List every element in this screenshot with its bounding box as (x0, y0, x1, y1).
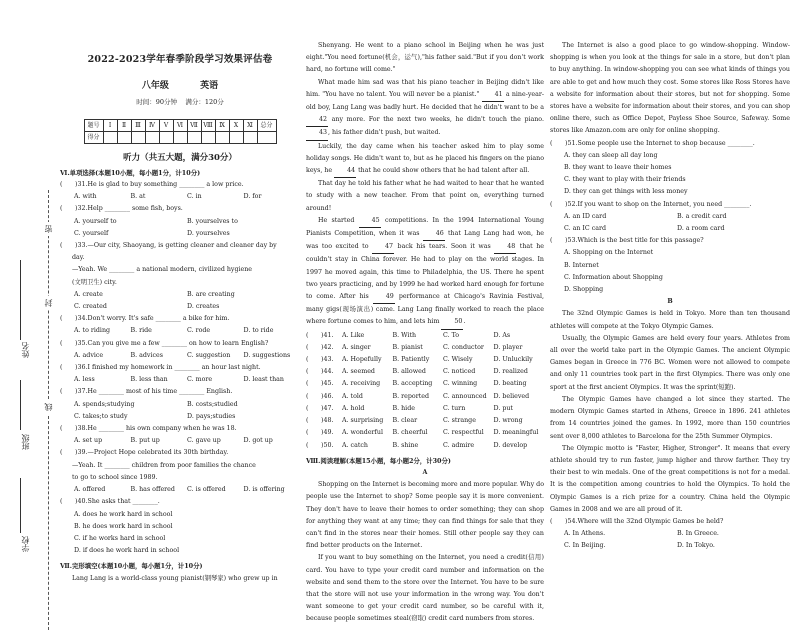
question-number[interactable]: ( )40. (60, 498, 88, 506)
option[interactable]: A. with (74, 193, 97, 201)
option[interactable]: C. they want to play with their friends (564, 176, 686, 184)
question-stem: Which is the best title for this passage? (577, 237, 704, 245)
option[interactable]: C. strange (443, 417, 476, 425)
option[interactable]: B. In Greece. (677, 530, 719, 538)
score-cell[interactable] (159, 131, 173, 143)
option[interactable]: B. a credit card (677, 212, 727, 220)
time-score-row (60, 96, 300, 108)
options-row (60, 301, 300, 313)
exam-title: 2022-2023学年春季阶段学习效果评估卷 (87, 54, 273, 65)
score-col: Ⅶ (187, 119, 201, 131)
option[interactable]: C. gave up (187, 437, 221, 445)
binding-mark-seal: 密 (43, 222, 54, 236)
question-line (60, 240, 300, 252)
options-row (60, 484, 300, 496)
score-table-score-row (84, 131, 276, 143)
option[interactable]: C. winning (443, 380, 478, 388)
question-number[interactable]: ( )49. (306, 429, 334, 437)
option[interactable]: B. Patiently (392, 356, 430, 364)
options-row (550, 223, 790, 235)
question-number[interactable]: ( )38. (60, 425, 88, 433)
option[interactable]: A. seemed (342, 368, 375, 376)
question-number[interactable]: ( )51. (550, 139, 578, 147)
options-row (60, 374, 300, 386)
option[interactable]: B. at (130, 193, 146, 201)
option[interactable]: A. catch (342, 441, 368, 449)
class-label: 班级 (21, 434, 30, 450)
option[interactable]: D. least than (243, 376, 284, 384)
options-row (60, 228, 300, 240)
cloze-option-row-47 (306, 403, 544, 415)
option[interactable]: A. create (74, 290, 103, 298)
question-stem-continued: to go to school since 1989. (72, 473, 158, 481)
options-row (60, 289, 300, 301)
option[interactable]: B. are creating (187, 290, 235, 298)
reading-questions-a (550, 138, 790, 297)
options-row (60, 325, 300, 337)
passage-a-paragraph-1: Shopping on the Internet is becoming more and more popular. Why do people use the Internet to shop? Some people say it is more convenient. They don't have to leave their homes to order something; they can shop for anything they want at any time; they can find things for sale that they can't find in the stores near their homes. Still other people say they can find better products on the Internet. (306, 481, 544, 550)
option[interactable]: D. is offering (243, 486, 285, 494)
cloze-text: any more. For the next two weeks, he didn't touch the piano. (328, 116, 544, 124)
passage-b-paragraph-4: The Olympic motto is "Faster, Higher, Stronger". It means that every athlete should try to run faster, jump higher and throw farther. They try their best to win medals. One of the great competitions is not for a medal. It is the competition among countries to hold the Olympics. To hold the Olympic Games is a rich prize for a country. China held the Olympic Games in 2008 and we are all proud of it. (550, 444, 790, 513)
options-row (60, 411, 300, 423)
blank-50[interactable]: 50 (441, 316, 463, 329)
binding-sidebar (0, 0, 60, 635)
option[interactable]: C. takes;to study (74, 412, 128, 420)
question-line (60, 203, 300, 215)
question-38 (60, 423, 300, 447)
option[interactable]: D. wrong (493, 417, 523, 425)
score-col: Ⅹ (229, 119, 243, 131)
score-table-row2-label: 得分 (84, 131, 103, 143)
score-col: Ⅺ (243, 119, 257, 131)
score-table (84, 119, 277, 144)
cloze-text: that Lang Lang had won, he was too excited to (306, 230, 544, 251)
option[interactable]: A. to riding (74, 327, 111, 335)
option[interactable]: D. realized (493, 368, 528, 376)
option[interactable]: B. allowed (392, 368, 426, 376)
option[interactable]: D. Unluckily (493, 356, 533, 364)
cloze-text: back his tears. Soon it was (394, 243, 495, 251)
question-stem: He is glad to buy something ________ a low price. (87, 181, 244, 189)
cloze-paragraph-3 (306, 77, 544, 141)
score-cell[interactable] (201, 131, 215, 143)
question-line (60, 362, 300, 374)
passage-b-label: B (667, 298, 673, 306)
option[interactable]: D. meaningful (493, 429, 539, 437)
question-32 (60, 203, 300, 240)
question-number[interactable]: ( )34. (60, 315, 88, 323)
subject-label: 英语 (200, 81, 219, 92)
cloze-paragraph-4 (306, 141, 544, 179)
question-line (550, 138, 790, 150)
cloze-text: What made him sad was that his piano teacher in Beijing didn't like him. "You have no talent. You will never be a pianist." (306, 78, 544, 98)
option[interactable]: B. With (392, 331, 417, 339)
cloze-options (306, 330, 544, 452)
cloze-option-row-48 (306, 415, 544, 427)
question-39 (60, 447, 300, 496)
question-36 (60, 362, 300, 386)
blank-49[interactable]: 49 (373, 291, 395, 304)
option[interactable]: A. surprising (342, 417, 384, 425)
question-53 (550, 235, 790, 296)
blank-46[interactable]: 46 (423, 228, 445, 241)
question-number[interactable]: ( )53. (550, 237, 578, 245)
passage-a-paragraph-2: If you want to buy something on the Internet, you need a credit(信用) card. You have to type your credit card number and information on the website and send them to the store over the Internet. You have to be sure that the store will not use your information in the wrong way. You don't want someone to get your credit card number, so be careful with it, because people sometimes steal(窃取) credit card numbers from stores. (306, 554, 544, 623)
option[interactable]: B. clear (392, 417, 418, 425)
section6-questions (60, 179, 300, 557)
cloze-option-row-50 (306, 440, 544, 452)
section8-heading: Ⅷ.阅读理解(本题15小题，每小题2分，计30分) (306, 456, 451, 465)
question-stem: —Project Hope celebrated its 30th birthday. (87, 449, 229, 457)
question-40 (60, 496, 300, 557)
option[interactable]: B. costs;studied (187, 400, 238, 408)
option[interactable]: B. he does work hard in school (74, 522, 173, 530)
question-number[interactable]: ( )42. (306, 343, 334, 351)
option[interactable]: C. noticed (443, 368, 476, 376)
option[interactable]: C. To (443, 331, 460, 339)
question-stem: Can you give me a few ________ on how to learn English? (87, 339, 269, 347)
option[interactable]: C. Wisely (443, 356, 473, 364)
question-number[interactable]: ( )46. (306, 392, 334, 400)
option[interactable]: C. created (74, 303, 107, 311)
cloze-paragraph-5: That day he told his father what he had waited to hear that he wanted to study with a new teacher. From that point on, everything turned around! (306, 180, 544, 212)
question-line (60, 338, 300, 350)
binding-mark-seal2: 封 (43, 296, 54, 310)
question-stem-continued: day. (72, 254, 85, 262)
option[interactable]: D. suggestions (243, 351, 291, 359)
option[interactable]: C. rode (187, 327, 211, 335)
cloze-option-row-42 (306, 342, 544, 354)
question-stem: He ________ his own company when he was 18. (87, 425, 237, 433)
option[interactable]: B. reported (392, 392, 429, 400)
option[interactable]: D. pays;studies (187, 412, 236, 420)
question-number[interactable]: ( )52. (550, 200, 578, 208)
class-underline (20, 380, 21, 430)
name-underline (20, 260, 21, 340)
question-stem: Help ________ some fish, boys. (87, 205, 183, 213)
question-number[interactable]: ( )50. (306, 441, 334, 449)
option[interactable]: D. believed (493, 392, 530, 400)
option[interactable]: B. less than (130, 376, 168, 384)
option[interactable]: C. more (187, 376, 213, 384)
cloze-text: that he couldn't stay in China forever. He had to play on the world stages. In 1997 he moved again, this time to Philadelphia, the US. There he spent two years practicing, and by 1999 he had worked hard enough for fortune to come. After his (306, 243, 544, 301)
blank-45[interactable]: 45 (359, 215, 381, 228)
blank-48[interactable]: 48 (494, 241, 516, 254)
score-cell[interactable] (103, 131, 117, 143)
question-number[interactable]: ( )39. (60, 449, 88, 457)
option[interactable]: B. Internet (564, 261, 599, 269)
score-cell[interactable] (173, 131, 187, 143)
cloze-paragraph-6 (306, 215, 544, 330)
option[interactable]: A. an ID card (564, 212, 607, 220)
option[interactable]: D. develop (493, 441, 528, 449)
options-row (60, 216, 300, 228)
name-label: 姓名 (21, 342, 30, 358)
cloze-text: . (463, 318, 466, 326)
question-34 (60, 313, 300, 337)
option[interactable]: A. does he work hard in school (74, 510, 173, 518)
question-line (60, 423, 300, 435)
option[interactable]: D. player (493, 343, 523, 351)
question-number[interactable]: ( )35. (60, 339, 88, 347)
option[interactable]: B. shine (392, 441, 419, 449)
cloze-text: Luckily, the day came when his teacher asked him to play some holiday songs. He didn't want to, but as he placed his fingers on the piano keys, he (306, 142, 544, 175)
option[interactable]: C. Information about Shopping (564, 273, 663, 281)
question-line (60, 179, 300, 191)
question-33 (60, 240, 300, 313)
question-number[interactable]: ( )48. (306, 417, 334, 425)
score-col: Ⅱ (117, 119, 131, 131)
cloze-text: a nine-year-old boy, Lang Lang was badly hurt. He decided that he didn't want to be a (306, 90, 544, 112)
score-cell[interactable] (243, 131, 257, 143)
question-line (60, 386, 300, 398)
blank-41[interactable]: 41 (482, 89, 504, 102)
school-label: 学校 (21, 536, 30, 552)
option[interactable]: C. yourself (74, 229, 109, 237)
blank-43[interactable]: 43 (306, 127, 328, 140)
option[interactable]: D. As (493, 331, 511, 339)
cloze-text: He started (318, 216, 359, 224)
full-score-label: 满分：120分 (185, 98, 224, 107)
score-col: Ⅸ (215, 119, 229, 131)
question-line (60, 496, 300, 508)
option[interactable]: A. less (74, 376, 95, 384)
blank-44[interactable]: 44 (334, 165, 356, 178)
question-stem-continued: —Yeah. We ________ a national modern, civilized hygiene (72, 266, 253, 274)
option[interactable]: C. suggestion (187, 351, 231, 359)
cloze-text: that he could show others that he had talent after all. (356, 167, 530, 175)
cloze-text: performance at Chicago's Ravinia Festival, many gigs(现场演出) came. Lang Lang finally worked to reach the place where fortune comes to him, and lets him (306, 293, 544, 326)
options-row (60, 399, 300, 411)
question-line (60, 313, 300, 325)
score-cell[interactable] (257, 131, 276, 143)
option[interactable]: B. has offered (130, 486, 175, 494)
question-stem: She asks that ________. (87, 498, 160, 506)
score-cell[interactable] (215, 131, 229, 143)
question-stem: Where will the 32nd Olympic Games be held? (577, 517, 724, 525)
option[interactable]: C. admire (443, 441, 475, 449)
question-number[interactable]: ( )31. (60, 181, 88, 189)
score-col: Ⅳ (145, 119, 159, 131)
grade-label: 八年级 (141, 81, 169, 92)
option[interactable]: C. In Beijing. (564, 542, 606, 550)
question-31 (60, 179, 300, 203)
passage-a-label: A (422, 468, 428, 476)
school-underline (20, 478, 21, 533)
options-row (60, 350, 300, 362)
score-cell[interactable] (229, 131, 243, 143)
option[interactable]: C. conductor (443, 343, 484, 351)
column-3 (550, 40, 790, 553)
option[interactable]: D. they can get things with less money (564, 188, 688, 196)
option[interactable]: A. wonderful (342, 429, 383, 437)
score-col: Ⅴ (159, 119, 173, 131)
option[interactable]: A. they can sleep all day long (564, 151, 658, 159)
question-stem-continued: —Yeah. It ________ children from poor families the chance (72, 461, 256, 469)
passage-b-paragraph-1: The 32nd Olympic Games is held in Tokyo. More than ten thousand athletes will compete at the Tokyo Olympic Games. (550, 310, 790, 330)
score-table-row1-label: 题号 (84, 119, 103, 131)
cloze-option-row-41 (306, 330, 544, 342)
option[interactable]: B. yourselves to (187, 217, 238, 225)
option[interactable]: B. advices (130, 351, 163, 359)
option[interactable]: C. if he works hard in school (74, 534, 166, 542)
time-label: 时间：90分钟 (136, 98, 178, 107)
question-stem: I finished my homework in ________ an hour last night. (87, 364, 261, 372)
score-col: Ⅷ (201, 119, 215, 131)
cloze-option-row-44 (306, 366, 544, 378)
option[interactable]: A. set up (74, 437, 103, 445)
option[interactable]: A. spends;studying (74, 400, 135, 408)
option[interactable]: C. turn (443, 404, 466, 412)
option[interactable]: D. creates (187, 303, 220, 311)
score-col: Ⅵ (173, 119, 187, 131)
option[interactable]: B. cheerful (392, 429, 428, 437)
score-cell[interactable] (145, 131, 159, 143)
question-number[interactable]: ( )47. (306, 404, 334, 412)
option[interactable]: A. Shopping on the Internet (564, 249, 654, 257)
question-54 (550, 516, 790, 553)
question-number[interactable]: ( )37. (60, 388, 88, 396)
cloze-text: , his father didn't push, but waited. (328, 129, 441, 137)
score-cell[interactable] (187, 131, 201, 143)
blank-47[interactable]: 47 (372, 241, 394, 254)
question-line (550, 199, 790, 211)
cloze-paragraph-1: Lang Lang is a world-class young pianist(钢琴家) who grew up in (72, 574, 278, 582)
option[interactable]: B. hide (392, 404, 415, 412)
question-number[interactable]: ( )43. (306, 356, 334, 364)
option[interactable]: B. put up (130, 437, 160, 445)
section7-heading: Ⅶ.完形填空(本题10小题，每小题1分，计10分) (60, 562, 203, 571)
options-row (550, 211, 790, 223)
question-number[interactable]: ( )44. (306, 368, 334, 376)
option[interactable]: B. ride (130, 327, 152, 335)
option[interactable]: C. announced (443, 392, 487, 400)
question-number[interactable]: ( )36. (60, 364, 88, 372)
column-2 (306, 40, 544, 623)
option[interactable]: D. to ride (243, 327, 274, 335)
options-row (60, 435, 300, 447)
binding-mark-line: 线 (43, 400, 54, 414)
passage-b-paragraph-2: Usually, the Olympic Games are held every four years. Athletes from all over the world take part in the Olympic Games. The ancient Olympic Games began in Greece in 776 BC. Women were not allowed to compete and only 11 countries took part in the first Olympics. There was only one sport at the first ancient Olympics. It was the sprint(短跑). (550, 334, 790, 391)
cloze-option-row-43 (306, 354, 544, 366)
options-row (60, 191, 300, 203)
option[interactable]: D. a room card (677, 225, 725, 233)
question-51 (550, 138, 790, 199)
question-stem-continued: (文明卫生) city. (72, 278, 117, 286)
cloze-text: competitions. In the 1994 International Young Pianists Competition, when it was (306, 216, 544, 238)
question-number[interactable]: ( )45. (306, 380, 334, 388)
option[interactable]: D. In Tokyo. (677, 542, 715, 550)
option[interactable]: B. accepting (392, 380, 433, 388)
question-stem: Some people use the Internet to shop because ________. (577, 139, 755, 147)
listening-title: 听力（共五大题，满分30分） (123, 152, 237, 163)
option[interactable]: D. Shopping (564, 286, 604, 294)
option[interactable]: C. an IC card (564, 225, 607, 233)
option[interactable]: D. if does he work hard in school (74, 547, 180, 555)
option[interactable]: D. put (493, 404, 513, 412)
cloze-option-row-49 (306, 427, 544, 439)
option[interactable]: A. offered (74, 486, 106, 494)
cloze-option-row-45 (306, 378, 544, 390)
blank-42[interactable]: 42 (306, 114, 328, 127)
option[interactable]: D. beating (493, 380, 527, 388)
cloze-paragraph-2: Shenyang. He went to a piano school in Beijing when he was just eight."You need fortune(机会，运气),"his father said."But if you don't work hard, no fortune will come." (306, 42, 544, 74)
option[interactable]: C. is offered (187, 486, 226, 494)
score-col: Ⅰ (103, 119, 117, 131)
option[interactable]: D. got up (243, 437, 273, 445)
score-col: Ⅲ (131, 119, 145, 131)
option[interactable]: D. yourselves (187, 229, 230, 237)
option[interactable]: C. in (187, 193, 202, 201)
question-number[interactable]: ( )32. (60, 205, 88, 213)
score-cell[interactable] (131, 131, 145, 143)
option[interactable]: B. they want to leave their homes (564, 164, 672, 172)
option[interactable]: A. receiving (342, 380, 381, 388)
score-table-header-row (84, 119, 276, 131)
option[interactable]: A. In Athens. (564, 530, 606, 538)
question-number[interactable]: ( )33. (60, 242, 88, 250)
question-37 (60, 386, 300, 423)
grade-subject-row (60, 80, 300, 92)
question-number[interactable]: ( )54. (550, 517, 578, 525)
section6-heading: Ⅵ.单项选择(本题10小题，每小题1分，计10分) (60, 168, 201, 177)
option[interactable]: A. yourself to (74, 217, 117, 225)
column-1 (60, 0, 300, 585)
passage-b-paragraph-3: The Olympic Games have changed a lot since they started. The modern Olympic Games started in Athens, Greece in 1896. 241 athletes from 14 countries joined the games. In 1992, more than 150 countries sent over 8,000 athletes to Barcelona for the 25th Summer Olympics. (550, 395, 790, 440)
option[interactable]: A. Like (342, 331, 365, 339)
option[interactable]: C. respectful (443, 429, 484, 437)
passage-a-paragraph-3: The Internet is also a good place to go window-shopping. Window-shopping is when you look at the things for sale in a store, but don't plan to buy anything. In window-shopping you can see what kinds of things you are able to get and how much they cost. Some stores like Ross Stores have a website for information about their stores, but not for shopping. Some stores have a website for information about their stores, and you can shop online there, such as Office Depot, Payless Shoe Source, Safeway. Some stores like Amazon.com are only for online shopping. (550, 42, 790, 135)
question-stem: Don't worry. It's safe ________ a bike for him. (87, 315, 230, 323)
option[interactable]: A. advice (74, 351, 104, 359)
option[interactable]: A. singer (342, 343, 371, 351)
question-stem: He ________ most of his time ________ English. (87, 388, 233, 396)
option[interactable]: B. pianist (392, 343, 423, 351)
score-col-total: 总分 (257, 119, 276, 131)
question-52 (550, 199, 790, 236)
question-35 (60, 338, 300, 362)
option[interactable]: A. Hopefully (342, 356, 382, 364)
question-number[interactable]: ( )41. (306, 331, 334, 339)
score-cell[interactable] (117, 131, 131, 143)
cloze-option-row-46 (306, 391, 544, 403)
question-line (60, 447, 300, 459)
option[interactable]: A. told (342, 392, 363, 400)
option[interactable]: D. for (243, 193, 262, 201)
question-stem: —Our city, Shaoyang, is getting cleaner and cleaner day by (87, 242, 277, 250)
question-stem: If you want to shop on the Internet, you need ________. (577, 200, 752, 208)
question-line (550, 235, 790, 247)
option[interactable]: A. hold (342, 404, 365, 412)
